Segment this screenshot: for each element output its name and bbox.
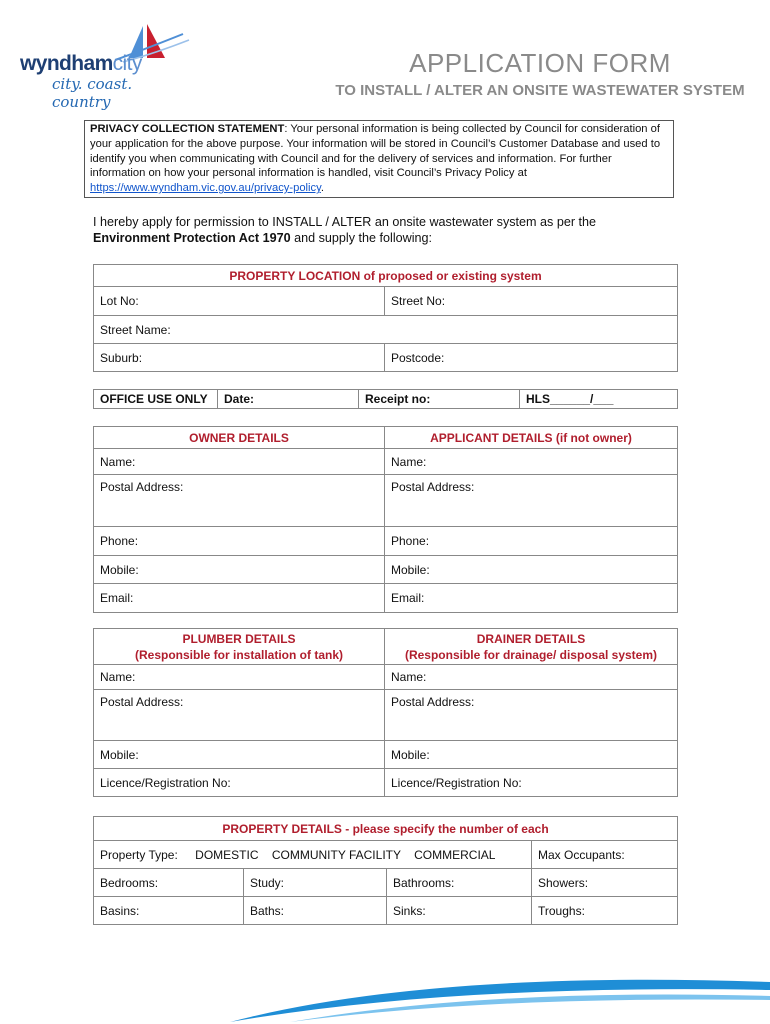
owner-applicant-table [93,426,678,613]
office-use-table [93,389,678,409]
owner-postal-field[interactable]: Postal Address: [94,475,385,527]
intro-line2: and supply the following: [290,231,433,245]
property-type-field [94,841,532,869]
lot-no-field[interactable]: Lot No: [94,287,385,316]
plumber-mobile-field[interactable]: Mobile: [94,741,385,769]
plumber-drainer-table [93,628,678,797]
privacy-policy-link[interactable]: https://www.wyndham.vic.gov.au/privacy-policy [90,182,321,195]
sinks-field[interactable]: Sinks: [387,897,532,925]
office-use-label: OFFICE USE ONLY [94,390,218,409]
postcode-field[interactable]: Postcode: [385,344,678,372]
applicant-phone-field[interactable]: Phone: [385,527,678,556]
intro-act: Environment Protection Act 1970 [93,231,291,245]
property-location-table [93,264,678,372]
privacy-end: . [320,182,324,195]
drainer-postal-field[interactable]: Postal Address: [385,690,678,741]
applicant-mobile-field[interactable]: Mobile: [385,556,678,584]
plumber-name-field[interactable]: Name: [94,665,385,690]
baths-field[interactable]: Baths: [244,897,387,925]
intro-line1: I hereby apply for permission to INSTALL / ALTER an onsite wastewater system as per the [93,215,597,229]
privacy-heading: PRIVACY COLLECTION STATEMENT [90,123,285,135]
plumber-header [94,629,385,665]
intro-text [93,214,693,246]
property-details-header: PROPERTY DETAILS - please specify the number of each [94,817,678,841]
plumber-header-note: (Responsible for installation of tank) [134,647,343,662]
drainer-header-note: (Responsible for drainage/ disposal system) [404,647,658,662]
drainer-header-title: DRAINER DETAILS [476,631,586,646]
drainer-mobile-field[interactable]: Mobile: [385,741,678,769]
property-type-label: Property Type: [100,847,178,862]
privacy-statement [84,120,674,198]
receipt-no-field[interactable]: Receipt no: [359,390,520,409]
commercial-option[interactable]: COMMERCIAL [414,847,496,862]
showers-field[interactable]: Showers: [532,869,678,897]
plumber-header-title: PLUMBER DETAILS [182,631,296,646]
plumber-licence-field[interactable]: Licence/Registration No: [94,769,385,797]
applicant-name-field[interactable]: Name: [385,449,678,475]
street-name-field[interactable]: Street Name: [94,316,678,344]
owner-header: OWNER DETAILS [94,427,385,449]
property-location-header: PROPERTY LOCATION of proposed or existing system [94,265,678,287]
drainer-header [385,629,678,665]
page-subtitle: TO INSTALL / ALTER AN ONSITE WASTEWATER SYSTEM [335,82,745,99]
suburb-field[interactable]: Suburb: [94,344,385,372]
owner-email-field[interactable]: Email: [94,584,385,613]
decorative-wave-icon [230,960,770,1024]
max-occupants-field[interactable]: Max Occupants: [532,841,678,869]
drainer-name-field[interactable]: Name: [385,665,678,690]
owner-mobile-field[interactable]: Mobile: [94,556,385,584]
page-title: APPLICATION FORM [409,48,671,78]
owner-name-field[interactable]: Name: [94,449,385,475]
basins-field[interactable]: Basins: [94,897,244,925]
applicant-header: APPLICANT DETAILS (if not owner) [385,427,678,449]
bathrooms-field[interactable]: Bathrooms: [387,869,532,897]
hls-field[interactable]: HLS______/___ [520,390,678,409]
applicant-postal-field[interactable]: Postal Address: [385,475,678,527]
troughs-field[interactable]: Troughs: [532,897,678,925]
privacy-body: : Your personal information is being collected by Council for consideration of your application for the above purpose. Your information will be stored in Council’s Customer Database and used to identify you when communicating with Council and for the delivery of services and information. For further information on how your personal information is handled, visit Council’s Privacy Policy at [90,123,661,180]
study-field[interactable]: Study: [244,869,387,897]
community-facility-option[interactable]: COMMUNITY FACILITY [271,847,401,862]
drainer-licence-field[interactable]: Licence/Registration No: [385,769,678,797]
owner-phone-field[interactable]: Phone: [94,527,385,556]
domestic-option[interactable]: DOMESTIC [195,847,259,862]
property-details-table [93,816,678,925]
applicant-email-field[interactable]: Email: [385,584,678,613]
logo-wordmark: wyndhamcity [20,52,142,75]
logo-tagline: city. coast. country [52,75,133,111]
plumber-postal-field[interactable]: Postal Address: [94,690,385,741]
office-date-field[interactable]: Date: [218,390,359,409]
bedrooms-field[interactable]: Bedrooms: [94,869,244,897]
street-no-field[interactable]: Street No: [385,287,678,316]
